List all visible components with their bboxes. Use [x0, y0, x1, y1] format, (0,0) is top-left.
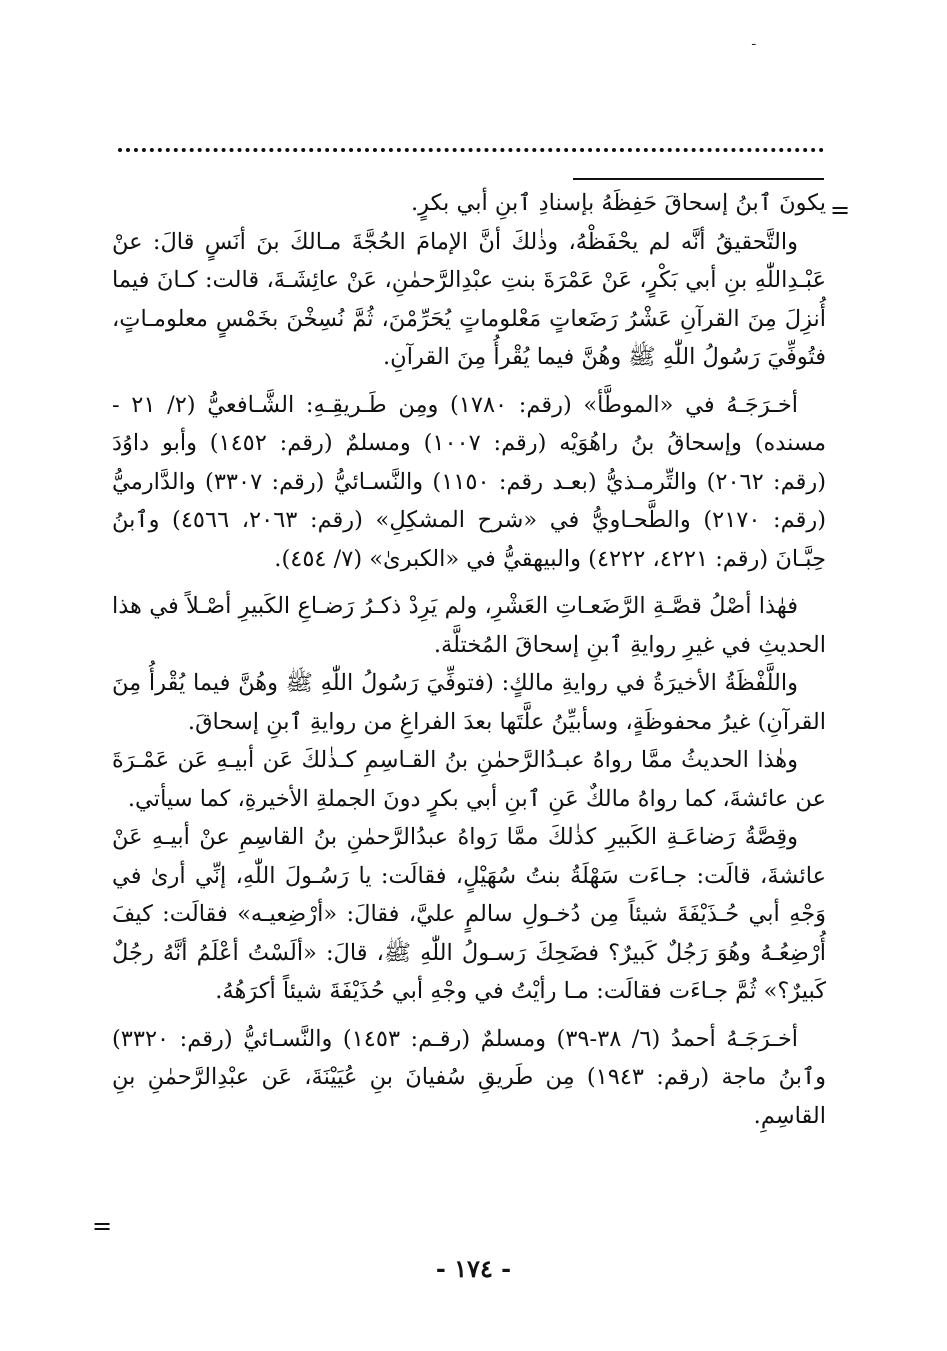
- paragraph-1: يكونَ ٱبنُ إسحاقَ حَفِظَهُ بإسنادِ ٱبنِ أبي بكرٍ.: [411, 190, 826, 216]
- paragraph-4: فهٰذا أصْلُ قصَّـةِ الرَّضَعـاتِ العَشْرِ، ولم يَرِدْ ذكـرُ رَضـاعِ الكَبيرِ أصْـلاً في هذا الحديثِ في غيرِ روايةِ ٱبنِ إسحاقَ المُختلَّة.: [112, 593, 826, 658]
- continuation-marker-bottom: =: [92, 1212, 113, 1240]
- page-number: - ١٧٤ -: [435, 1254, 512, 1283]
- paragraph-7: وقِصَّةُ رَضاعَـةِ الكَبيرِ كذٰلكَ ممَّا رَواهُ عبدُالرَّحمٰنِ بنُ القاسِمِ عنْ أبيـهِ عَنْ عائشةَ، قالَت: جـاءَت سَهْلَةُ بنتُ سُهَيْلٍ، فقالَت: يا رَسُـولَ اللّٰهِ، إنِّي أرىٰ في وَجْهِ أبي حُـذَيْفَةَ شيئاً مِن دُخـولِ سالمٍ عليَّ، فقالَ: «أرْضِعيـه» فقالَت: كيفَ أُرْضِعُـهُ وهُوَ رَجُلٌ كَبيرٌ؟ فضَحِكَ رَسـولُ اللّٰهِ ﷺ، قالَ: «ألَسْتُ أعْلَمُ أنَّهُ رجُلٌ كَبيرٌ؟» ثُمَّ جـاءَت فقالَت: مـا رأيْتُ في وجْهِ أبي حُذَيْفَةَ شيئاً أكرَهُهُ.: [112, 824, 826, 1004]
- paragraph-3: أخـرَجَـهُ في «الموطَّأ» (رقم: ١٧٨٠) ومِن طَـريقِـهِ: الشَّـافعيُّ (٢/ ٢١ - مسنده) وإسحاقُ بنُ راهُوَيْه (رقم: ١٠٠٧) ومسلمٌ (رقم: ١٤٥٢) وأبو داوُدَ (رقم: ٢٠٦٢) والتِّرمـذيُّ (بعـد رقم: ١١٥٠) والنَّسـائيُّ (رقم: ٣٣٠٧) والدَّارميُّ (رقم: ٢١٧٠) والطَّحـاويُّ في «شرح المشكِلِ» (رقم: ٢٠٦٣، ٤٥٦٦) وٱبنُ حِبَّـانَ (رقم: ٤٢٢١، ٤٢٢٢) والبيهقيُّ في «الكبرىٰ» (٧/ ٤٥٤).: [112, 391, 827, 572]
- dotted-separator: [118, 148, 824, 152]
- footnote-rule: [573, 178, 824, 180]
- footnote-body: [112, 184, 826, 1135]
- continuation-marker-top: =: [830, 196, 851, 224]
- paragraph-6: وهٰذا الحديثُ ممَّا رواهُ عبـدُالرَّحمٰنِ بنُ القـاسِمِ كـذٰلكَ عَن أبيـهِ عَن عَمْـرَةَ عن عائشةَ، كما رواهُ مالكٌ عَنِ ٱبنِ أبي بكرٍ دونَ الجملةِ الأخيرةِ، كما سيأتي.: [112, 747, 826, 812]
- paragraph-8: أخـرَجَـهُ أحمدُ (٦/ ٣٨-٣٩) ومسلمٌ (رقـم: ١٤٥٣) والنَّسـائيُّ (رقم: ٣٣٢٠) وٱبنُ ماجة (رقم: ١٩٤٣) مِن طَريقِ سُفيانَ بنِ عُيَيْنَةَ، عَن عبْدِالرَّحمٰنِ بنِ القاسِمِ.: [112, 1025, 827, 1129]
- corner-mark: ـ: [752, 34, 756, 48]
- paragraph-5: واللَّفْظَةُ الأخيرَةُ في روايةِ مالكٍ: (فتوفِّيَ رَسُولُ اللّٰهِ ﷺ وهُنَّ فيما يُقْرأُ مِنَ القرآنِ) غيرُ محفوظَةٍ، وسأبيِّنُ علَّتَها بعدَ الفراغِ من روايةِ ٱبنِ إسحاقَ.: [112, 670, 826, 735]
- paragraph-2: والتَّحقيقُ أنَّه لم يحْفَظْهُ، وذٰلكَ أنَّ الإمامَ الحُجَّةَ مـالكَ بنَ أنَسٍ قالَ: عنْ عَبْـدِاللّٰهِ بنِ أبي بَكْرٍ، عَنْ عَمْرَةَ بنتِ عبْدِالرَّحمٰنِ، عَنْ عائِشَـةَ، قالت: كـانَ فيما أُنزِلَ مِنَ القرآنِ عَشْرُ رَضَعاتٍ مَعْلوماتٍ يُحَرِّمْنَ، ثُمَّ نُسِخْنَ بخَمْسٍ معلومـاتٍ، فتُوفِّيَ رَسُولُ اللّٰهِ ﷺ وهُنَّ فيما يُقْرأُ مِنَ القرآنِ.: [112, 228, 826, 370]
